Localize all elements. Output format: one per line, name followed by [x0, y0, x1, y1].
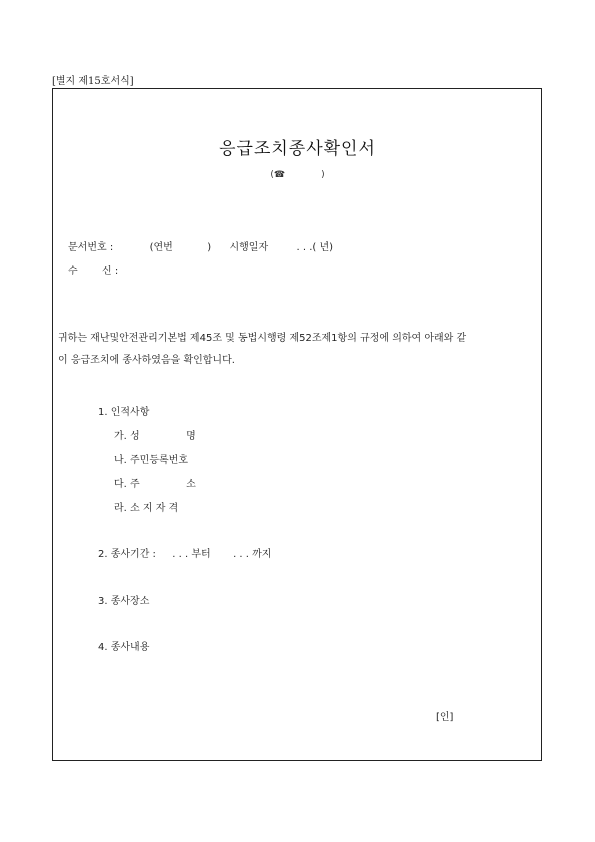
body-line-2: 이 응급조치에 종사하였음을 확인합니다. — [58, 355, 235, 366]
field-rrn: 나. 주민등록번호 — [114, 455, 188, 466]
field-name-suffix: 명 — [186, 431, 196, 442]
enforce-date-value: . . .( 년) — [296, 242, 334, 253]
field-name — [114, 427, 196, 442]
serial-close: ) — [207, 242, 212, 253]
section-3-heading: 3. 종사장소 — [98, 596, 150, 607]
field-address-suffix: 소 — [186, 479, 196, 490]
document-title: 응급조치종사확인서 — [219, 139, 376, 159]
doc-number-row — [68, 238, 333, 253]
section-2-row — [98, 545, 271, 560]
field-address-prefix: 다. 주 — [114, 479, 140, 490]
enforce-date-label: 시행일자 — [229, 242, 269, 253]
recipient-label-1: 수 — [68, 266, 78, 277]
phone-close: ) — [321, 170, 325, 180]
field-license: 라. 소 지 자 격 — [114, 503, 179, 514]
phone-line — [0, 170, 595, 180]
doc-number-label: 문서번호 : — [68, 242, 114, 253]
recipient-label-2: 신 : — [102, 266, 119, 277]
section-1-heading: 1. 인적사항 — [98, 407, 150, 418]
period-from: . . . 부터 — [172, 549, 211, 560]
field-address — [114, 475, 196, 490]
phone-open: (☎ — [270, 170, 286, 180]
body-line-1: 귀하는 재난및안전관리기본법 제45조 및 동법시행령 제52조제1항의 규정에 의하여 아래와 같 — [58, 333, 467, 344]
form-number: [별지 제15호서식] — [52, 76, 134, 87]
seal-mark: [인] — [436, 712, 454, 723]
period-to: . . . 까지 — [233, 549, 272, 560]
serial-open: (연번 — [149, 242, 173, 253]
document-frame — [52, 88, 542, 761]
field-name-prefix: 가. 성 — [114, 431, 140, 442]
section-2-heading: 2. 종사기간 : — [98, 549, 156, 560]
recipient-row — [68, 262, 118, 277]
section-4-heading: 4. 종사내용 — [98, 642, 150, 653]
